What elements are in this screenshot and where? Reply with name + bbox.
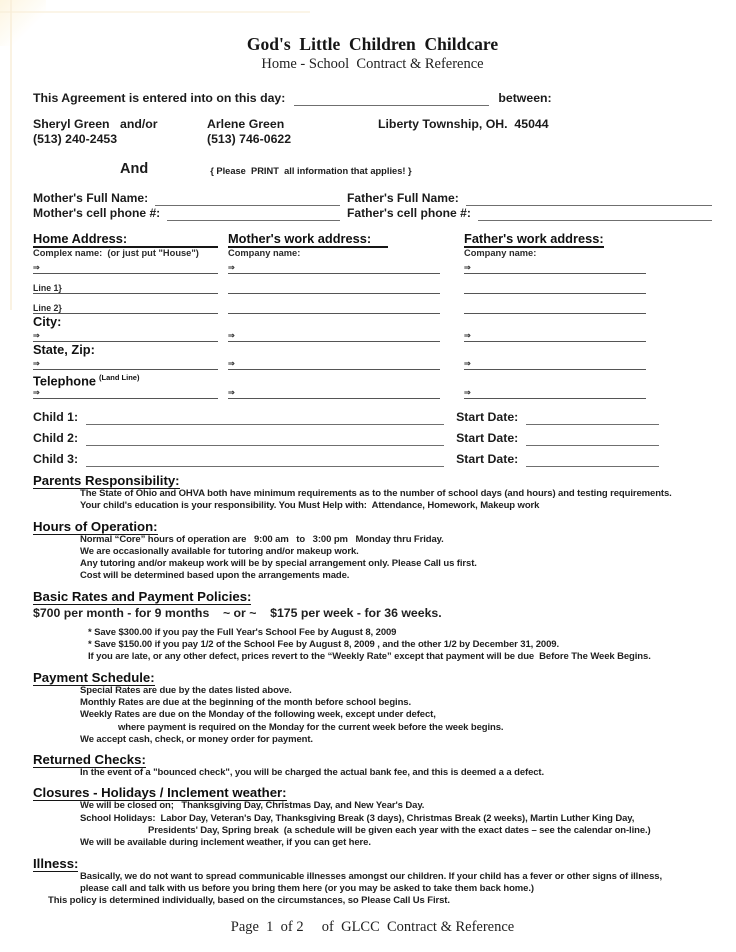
section-text-line: Monthly Rates are due at the beginning of the month before school begins. bbox=[80, 696, 412, 708]
father-work-city-blank[interactable] bbox=[464, 329, 646, 342]
father-work-street-blank[interactable] bbox=[464, 260, 646, 274]
party-phone-2: (513) 746-0622 bbox=[207, 132, 292, 146]
page-subtitle: Home - School Contract & Reference bbox=[261, 56, 484, 72]
section-text-line: If you are late, or any other defect, prices revert to the “Weekly Rate” except that payment will be due Before The Week Begins. bbox=[88, 651, 651, 663]
home-statezip-blank[interactable] bbox=[33, 357, 218, 370]
mother-work-street-blank[interactable] bbox=[228, 260, 440, 274]
section-text-line: Cost will be determined based upon the arrangements made. bbox=[80, 570, 350, 582]
mother-work-line2-blank[interactable] bbox=[228, 294, 440, 314]
agreement-lead-text: This Agreement is entered into on this day: bbox=[33, 91, 286, 105]
city-label: City: bbox=[33, 314, 62, 329]
home-line2-blank[interactable] bbox=[33, 294, 218, 314]
mother-name-blank[interactable] bbox=[155, 193, 340, 206]
mother-name-field bbox=[33, 191, 340, 206]
section-heading: Payment Schedule: bbox=[33, 669, 155, 685]
contract-section bbox=[33, 518, 712, 583]
section-text-line: Your child's education is your responsibility. You Must Help with: Attendance, Homework, Makeup work bbox=[80, 500, 540, 512]
child-label: Child 2: bbox=[33, 431, 79, 445]
father-company-label: Company name: bbox=[464, 248, 537, 258]
section-text-line: We are occasionally available for tutoring and/or makeup work. bbox=[80, 545, 359, 557]
child-name-blank[interactable] bbox=[86, 433, 444, 446]
telephone-label-text: Telephone bbox=[33, 373, 97, 389]
contract-section bbox=[33, 784, 712, 849]
mother-name-label: Mother's Full Name: bbox=[33, 191, 149, 205]
section-text-line: * Save $300.00 if you pay the Full Year's School Fee by August 8, 2009 bbox=[88, 626, 397, 638]
father-cell-label: Father's cell phone #: bbox=[347, 206, 471, 220]
father-name-blank[interactable] bbox=[466, 193, 712, 206]
section-heading: Returned Checks: bbox=[33, 752, 146, 768]
section-text-line: In the event of a "bounced check", you will be charged the actual bank fee, and this is deemed a a defect. bbox=[80, 767, 545, 779]
child-label: Child 3: bbox=[33, 452, 79, 466]
father-work-address-heading: Father's work address: bbox=[464, 231, 604, 246]
section-text-line: School Holidays: Labor Day, Veteran's Day, Thanksgiving Break (3 days), Christmas Break (2 weeks), Martin Luther King Day, bbox=[80, 812, 635, 824]
start-date-blank[interactable] bbox=[526, 412, 659, 425]
and-row bbox=[33, 160, 712, 178]
cell-phone-row bbox=[33, 206, 712, 221]
home-street-blank[interactable] bbox=[33, 260, 218, 274]
andor-text: and/or bbox=[120, 117, 158, 131]
party-name-2: Arlene Green bbox=[207, 117, 285, 131]
party-location: Liberty Township, OH. 45044 bbox=[378, 117, 549, 131]
contract-section bbox=[33, 669, 712, 746]
arrow-icon: ⇒ bbox=[464, 359, 471, 368]
section-text-line: where payment is required on the Monday for the current week before the week begins. bbox=[118, 721, 504, 733]
page-title: God's Little Children Childcare bbox=[246, 34, 499, 54]
child-row bbox=[33, 446, 712, 467]
agreement-between-text: between: bbox=[498, 91, 552, 105]
arrow-icon: ⇒ bbox=[33, 331, 40, 340]
father-work-line1-blank[interactable] bbox=[464, 274, 646, 294]
state-zip-label: State, Zip: bbox=[33, 342, 95, 357]
section-heading: Basic Rates and Payment Policies: bbox=[33, 588, 252, 604]
mother-work-telephone-blank[interactable] bbox=[228, 386, 440, 399]
scan-artifact-left-edge bbox=[10, 0, 12, 310]
section-text-line: We will be closed on; Thanksgiving Day, Christmas Day, and New Year's Day. bbox=[80, 800, 425, 812]
start-date-blank[interactable] bbox=[526, 454, 659, 467]
home-address-subnote: Complex name: (or just put "House") bbox=[33, 248, 199, 258]
arrow-icon: ⇒ bbox=[228, 388, 235, 397]
mother-cell-blank[interactable] bbox=[167, 208, 340, 221]
section-lines bbox=[33, 605, 712, 664]
land-line-note: (Land Line) bbox=[99, 373, 140, 382]
and-text: And bbox=[120, 161, 149, 177]
arrow-icon: ⇒ bbox=[33, 359, 40, 368]
start-date-label: Start Date: bbox=[456, 431, 519, 445]
section-lines bbox=[33, 685, 712, 746]
child-row bbox=[33, 425, 712, 446]
sections-block bbox=[33, 472, 712, 908]
child-label: Child 1: bbox=[33, 410, 79, 424]
father-cell-blank[interactable] bbox=[478, 208, 712, 221]
line2-label: Line 2} bbox=[33, 303, 62, 313]
section-text-line: Normal “Core” hours of operation are 9:00 am to 3:00 pm Monday thru Friday. bbox=[80, 533, 444, 545]
contract-section bbox=[33, 588, 712, 664]
start-date-label: Start Date: bbox=[456, 410, 519, 424]
section-text-line: Basically, we do not want to spread communicable illnesses amongst our children. If your child has a fever or other signs of illness, bbox=[80, 870, 663, 882]
father-work-address-column bbox=[464, 230, 646, 399]
section-text-line: Presidents' Day, Spring break (a schedule will be given each year with the exact dates – see the calendar on-line.) bbox=[148, 825, 651, 837]
section-lines bbox=[33, 871, 712, 908]
section-lines bbox=[33, 800, 712, 849]
contract-section bbox=[33, 855, 712, 908]
mother-cell-field bbox=[33, 206, 340, 221]
father-name-label: Father's Full Name: bbox=[347, 191, 459, 205]
section-text-line: Special Rates are due by the dates listed above. bbox=[80, 684, 292, 696]
mother-company-label: Company name: bbox=[228, 248, 301, 258]
section-heading: Parents Responsibility: bbox=[33, 473, 180, 488]
section-text-line: We accept cash, check, or money order for payment. bbox=[80, 733, 313, 745]
start-date-blank[interactable] bbox=[526, 433, 659, 446]
home-line1-blank[interactable] bbox=[33, 274, 218, 294]
mother-work-city-blank[interactable] bbox=[228, 329, 440, 342]
child-row bbox=[33, 404, 712, 425]
section-lines bbox=[33, 767, 712, 779]
father-cell-field bbox=[347, 206, 712, 221]
scan-artifact-top-edge bbox=[0, 11, 310, 13]
page-footer: Page 1 of 2 of GLCC Contract & Reference bbox=[230, 918, 515, 935]
section-heading: Illness: bbox=[33, 855, 79, 871]
arrow-icon: ⇒ bbox=[464, 388, 471, 397]
home-address-column bbox=[33, 230, 218, 399]
section-text-line: please call and talk with us before you bring them here (or you may be asked to take them back home.) bbox=[80, 882, 534, 894]
section-text-line: This policy is determined individually, based on the circumstances, so Please Call Us First. bbox=[48, 895, 450, 907]
full-name-row bbox=[33, 191, 712, 206]
section-lines bbox=[33, 534, 712, 583]
section-text-line: Weekly Rates are due on the Monday of the following week, except under defect, bbox=[80, 709, 436, 721]
party-name-1: Sheryl Green bbox=[33, 117, 110, 131]
telephone-label bbox=[33, 370, 218, 389]
arrow-icon: ⇒ bbox=[33, 388, 40, 397]
mother-cell-label: Mother's cell phone #: bbox=[33, 206, 161, 220]
arrow-icon: ⇒ bbox=[33, 263, 40, 272]
parties-block bbox=[33, 117, 712, 147]
mother-work-line1-blank[interactable] bbox=[228, 274, 440, 294]
mother-work-address-column bbox=[228, 230, 440, 399]
agreement-date-blank[interactable] bbox=[294, 92, 489, 106]
section-heading: Closures - Holidays / Inclement weather: bbox=[33, 785, 287, 801]
contract-section bbox=[33, 472, 712, 513]
print-instruction-note: { Please PRINT all information that applies! } bbox=[210, 166, 412, 176]
section-text-line: Any tutoring and/or makeup work will be by special arrangement only. Please Call us first. bbox=[80, 558, 477, 570]
contract-section bbox=[33, 751, 712, 779]
parent-contact-block bbox=[33, 191, 712, 221]
address-grid bbox=[33, 230, 712, 399]
party-phone-1: (513) 240-2453 bbox=[33, 132, 118, 146]
section-text-line: We will be available during inclement weather, if you can get here. bbox=[80, 837, 371, 849]
child-name-blank[interactable] bbox=[86, 412, 444, 425]
arrow-icon: ⇒ bbox=[464, 263, 471, 272]
start-date-label: Start Date: bbox=[456, 452, 519, 466]
father-work-telephone-blank[interactable] bbox=[464, 386, 646, 399]
section-text-line: The State of Ohio and OHVA both have minimum requirements as to the number of school days (and hours) and testing requirements. bbox=[80, 488, 672, 499]
arrow-icon: ⇒ bbox=[228, 359, 235, 368]
arrow-icon: ⇒ bbox=[228, 263, 235, 272]
home-city-blank[interactable] bbox=[33, 329, 218, 342]
section-lines bbox=[33, 488, 712, 513]
children-block bbox=[33, 404, 712, 467]
father-work-line2-blank[interactable] bbox=[464, 294, 646, 314]
section-text-line: * Save $150.00 if you pay 1/2 of the School Fee by August 8, 2009 , and the other 1/2 by December 31, 2009. bbox=[88, 639, 560, 651]
father-name-field bbox=[347, 191, 712, 206]
mother-work-address-heading: Mother's work address: bbox=[228, 231, 388, 248]
home-address-heading: Home Address: bbox=[33, 231, 218, 248]
arrow-icon: ⇒ bbox=[464, 331, 471, 340]
agreement-line bbox=[33, 90, 712, 106]
child-name-blank[interactable] bbox=[86, 454, 444, 467]
arrow-icon: ⇒ bbox=[228, 331, 235, 340]
father-work-statezip-blank[interactable] bbox=[464, 357, 646, 370]
mother-work-statezip-blank[interactable] bbox=[228, 357, 440, 370]
line1-label: Line 1} bbox=[33, 283, 62, 293]
section-text-line: $700 per month - for 9 months ~ or ~ $175 per week - for 36 weeks. bbox=[33, 605, 442, 620]
section-heading: Hours of Operation: bbox=[33, 518, 158, 534]
